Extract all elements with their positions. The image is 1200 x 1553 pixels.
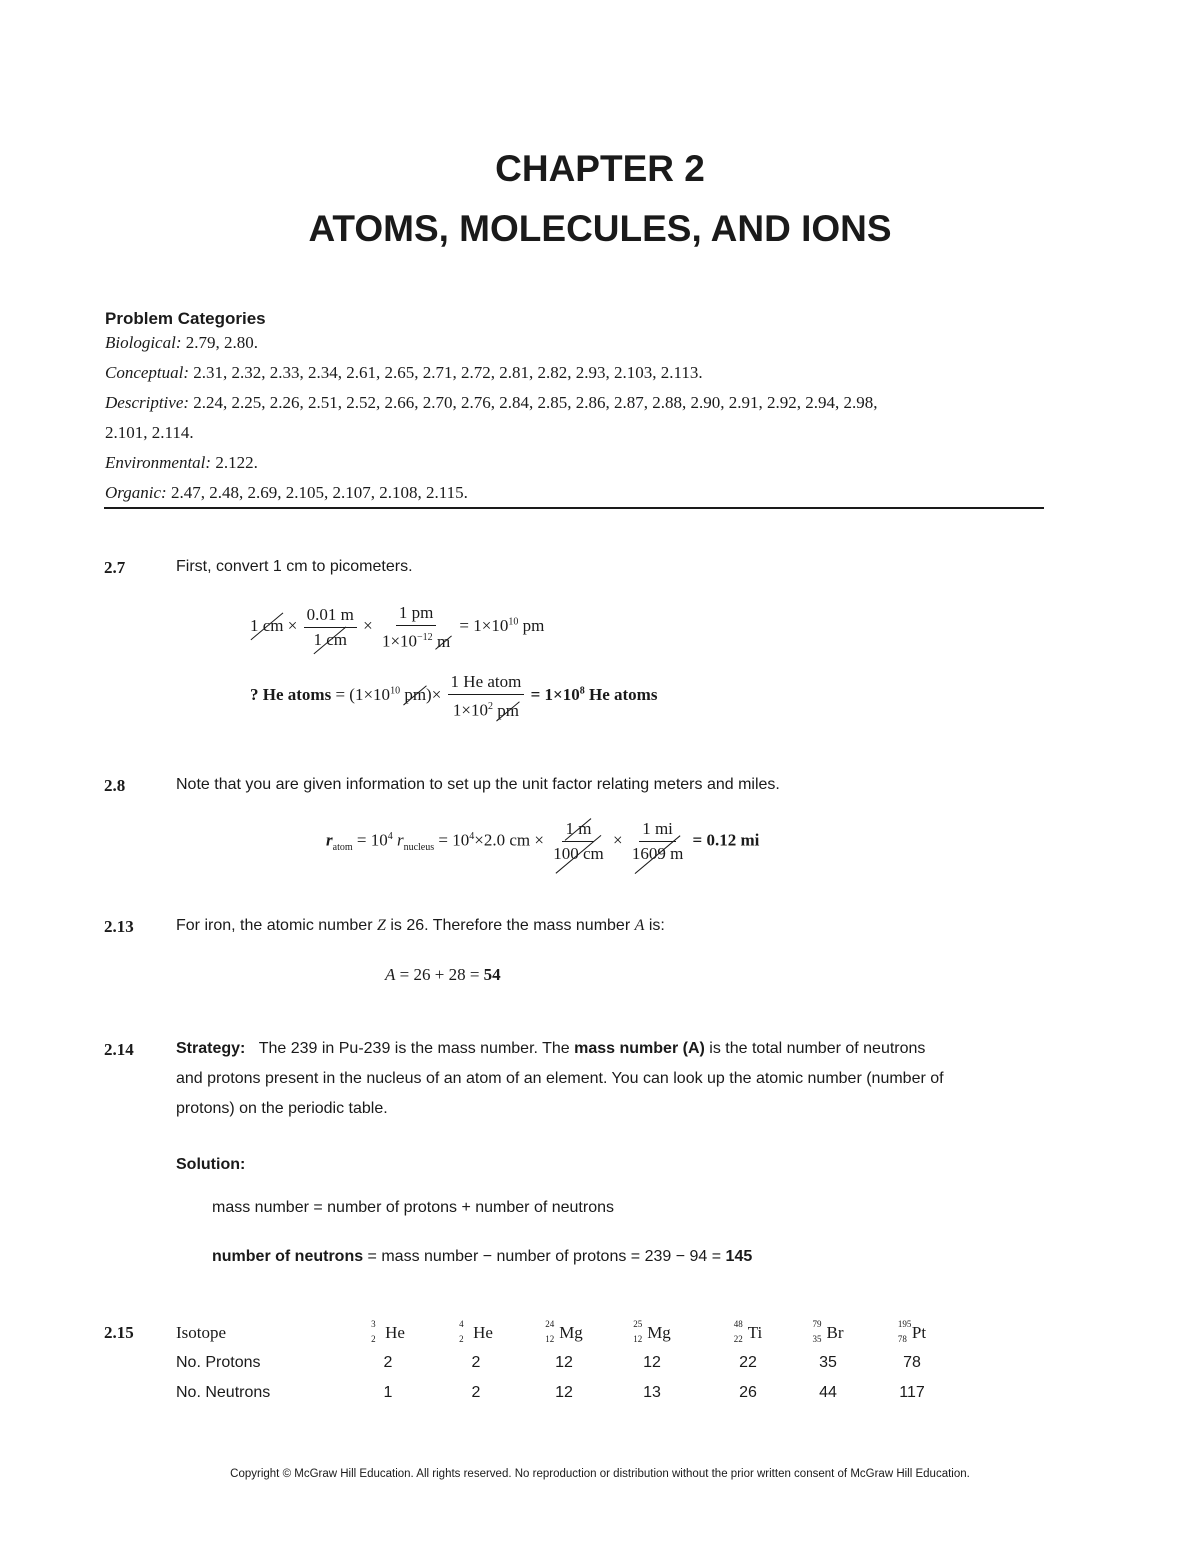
problem-2-14-strategy: Strategy: The 239 in Pu-239 is the mass number. The mass number (A) is the total number of neutrons (176, 1040, 926, 1057)
problem-number-2-13: 2.13 (104, 917, 134, 936)
equation-atom-radius: $r_{atom} = 10^4$ $r_{nucleus} = 10^4\times 2.0$ cm × $\frac{1 m}{100 cm}$ × $\frac{1 mi}{1609 m}$ = 0.12 mi (326, 819, 760, 863)
category-descriptive-cont: 2.101, 2.114. (105, 423, 194, 442)
isotope-header: 3 2 He (371, 1319, 405, 1344)
row-label-isotope: Isotope (176, 1323, 227, 1342)
protons-cell: 78 (903, 1354, 921, 1371)
category-conceptual: Conceptual: 2.31, 2.32, 2.33, 2.34, 2.61, 2.65, 2.71, 2.72, 2.81, 2.82, 2.93, 2.103, 2.113. (105, 363, 703, 382)
chapter-title: ATOMS, MOLECULES, AND IONS (308, 208, 892, 249)
protons-cell: 35 (819, 1354, 837, 1371)
protons-cell: 12 (555, 1354, 573, 1371)
section-divider (104, 507, 1044, 509)
problem-number-2-7: 2.7 (104, 558, 126, 577)
neutrons-cell: 117 (899, 1384, 925, 1401)
category-biological: Biological: 2.79, 2.80. (105, 333, 258, 352)
neutrons-cell: 12 (555, 1384, 573, 1401)
protons-cell: 22 (739, 1354, 757, 1371)
chapter-number: CHAPTER 2 (495, 148, 705, 189)
problem-2-8-text: Note that you are given information to set up the unit factor relating meters and miles. (176, 776, 780, 793)
categories-heading: Problem Categories (105, 309, 266, 328)
isotope-header: 48 22 Ti (733, 1319, 763, 1344)
isotope-header: 195 78 Pt (897, 1319, 927, 1344)
category-organic: Organic: 2.47, 2.48, 2.69, 2.105, 2.107, 2.108, 2.115. (105, 483, 468, 502)
equation-cm-to-pm: 1 cm × $\frac{0.01 m}{1 cm}$ × $\frac{1 pm}{1\times 10^{-12} m}$ = $1\times 10^{10}$ pm (250, 603, 545, 651)
row-label-neutrons: No. Neutrons (176, 1384, 271, 1401)
problem-2-14-line3: protons) on the periodic table. (176, 1100, 388, 1117)
isotope-header: 25 12 Mg (633, 1319, 671, 1344)
neutrons-cell: 2 (471, 1384, 481, 1401)
neutrons-cell: 1 (383, 1384, 393, 1401)
protons-cell: 2 (383, 1354, 393, 1371)
equation-mass-number-def: mass number = number of protons + number of neutrons (212, 1199, 614, 1216)
neutrons-cell: 26 (739, 1384, 757, 1401)
problem-number-2-8: 2.8 (104, 776, 126, 795)
equation-neutrons: number of neutrons = mass number − number of protons = 239 − 94 = 145 (212, 1248, 753, 1265)
isotope-header: 79 35 Br (812, 1319, 844, 1344)
equation-mass-number: A = 26 + 28 = 54 (385, 965, 501, 984)
row-label-protons: No. Protons (176, 1354, 261, 1371)
problem-2-7-text: First, convert 1 cm to picometers. (176, 558, 413, 575)
equation-he-atoms: ? He atoms = ($1\times 10^{10}$ pm)× $\frac{\text{1 He atom}}{1\times 10^2 pm}$ = $1\times 10^8$ He atoms (250, 672, 658, 720)
isotope-header: 4 2 He (459, 1319, 493, 1344)
isotope-header: 24 12 Mg (545, 1319, 583, 1344)
problem-2-13-text: For iron, the atomic number Z is 26. Therefore the mass number A is: (176, 917, 665, 934)
category-environmental: Environmental: 2.122. (105, 453, 258, 472)
problem-number-2-15: 2.15 (104, 1323, 134, 1342)
protons-cell: 12 (643, 1354, 661, 1371)
category-descriptive: Descriptive: 2.24, 2.25, 2.26, 2.51, 2.52, 2.66, 2.70, 2.76, 2.84, 2.85, 2.86, 2.87, 2.88, 2.90, 2.91, 2.92, 2.94, 2.98, (105, 393, 878, 412)
problem-2-14-line2: and protons present in the nucleus of an atom of an element. You can look up the atomic number (number of (176, 1070, 944, 1087)
copyright-footer: Copyright © McGraw Hill Education. All rights reserved. No reproduction or distribution without the prior written consent of McGraw Hill Education. (230, 1468, 970, 1480)
neutrons-cell: 13 (643, 1384, 661, 1401)
problem-number-2-14: 2.14 (104, 1040, 134, 1059)
neutrons-cell: 44 (819, 1384, 837, 1401)
protons-cell: 2 (471, 1354, 481, 1371)
solution-label: Solution: (176, 1156, 246, 1173)
